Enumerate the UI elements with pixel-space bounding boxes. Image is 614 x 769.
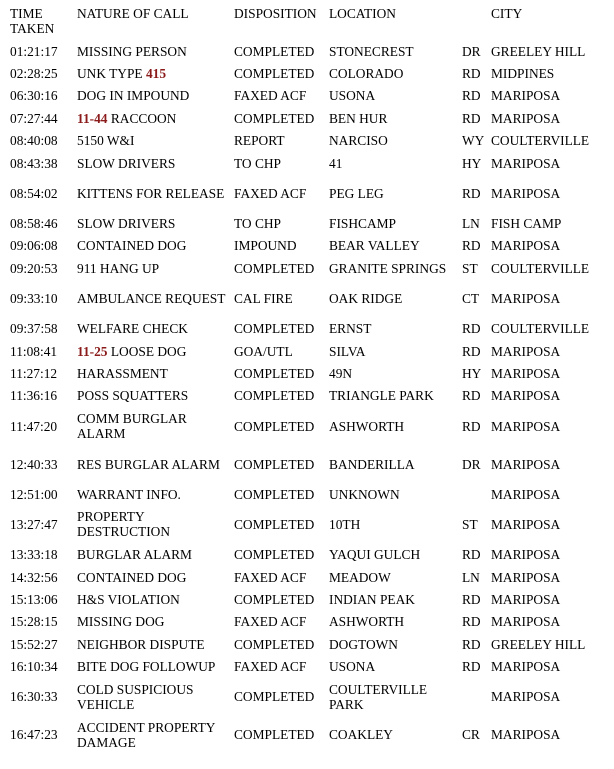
nature-text: BITE DOG FOLLOWUP	[77, 659, 216, 675]
table-row	[10, 257, 614, 279]
time-cell: 15:13:06	[10, 591, 58, 607]
city-cell: MARIPOSA	[491, 689, 561, 705]
street-suffix-cell: RD	[462, 614, 481, 630]
nature-cell	[77, 633, 234, 655]
street-suffix-cell: RD	[462, 343, 481, 359]
location-cell: YAQUI GULCH	[329, 547, 421, 563]
street-suffix-cell: RD	[462, 659, 481, 675]
street-suffix-cell: LN	[462, 569, 480, 585]
city-cell: GREELEY HILL	[491, 636, 586, 652]
nature-cell	[77, 362, 234, 384]
time-cell: 15:28:15	[10, 614, 58, 630]
street-suffix-cell: ST	[462, 260, 478, 276]
table-row	[10, 280, 614, 318]
location-cell: 49N	[329, 365, 353, 381]
street-suffix-cell: CR	[462, 727, 480, 743]
time-cell: 13:27:47	[10, 516, 58, 532]
street-suffix-cell: DR	[462, 43, 481, 59]
call-code: 11-25	[77, 343, 108, 359]
time-cell: 11:08:41	[10, 343, 58, 359]
location-cell: ASHWORTH	[329, 614, 405, 630]
location-cell: DOGTOWN	[329, 636, 398, 652]
location-cell: USONA	[329, 88, 376, 104]
street-suffix-cell: RD	[462, 547, 481, 563]
time-cell: 16:10:34	[10, 659, 58, 675]
nature-text: COMM BURGLAR ALARM	[77, 411, 187, 442]
nature-cell	[77, 543, 234, 565]
nature-text: PROPERTY DESTRUCTION	[77, 509, 170, 540]
disposition-cell: COMPLETED	[234, 418, 315, 434]
nature-cell	[77, 107, 234, 129]
location-cell: PEG LEG	[329, 185, 384, 201]
nature-text: CONTAINED DOG	[77, 238, 187, 254]
table-row	[10, 385, 614, 407]
city-cell: MARIPOSA	[491, 659, 561, 675]
street-suffix-cell	[462, 483, 491, 505]
location-cell: 10TH	[329, 516, 361, 532]
table-row	[10, 588, 614, 610]
city-cell: MARIPOSA	[491, 365, 561, 381]
table-row	[10, 40, 614, 62]
street-suffix-cell	[462, 678, 491, 716]
header-suffix	[462, 4, 491, 40]
table-row	[10, 543, 614, 565]
time-cell: 08:40:08	[10, 133, 58, 149]
location-cell: BEN HUR	[329, 110, 388, 126]
nature-text: LOOSE DOG	[110, 343, 187, 359]
nature-cell	[77, 340, 234, 362]
time-cell: 07:27:44	[10, 110, 58, 126]
city-cell: MARIPOSA	[491, 155, 561, 171]
city-cell: COULTERVILLE	[491, 321, 590, 337]
city-cell: MARIPOSA	[491, 547, 561, 563]
disposition-cell: FAXED ACF	[234, 88, 307, 104]
nature-cell	[77, 130, 234, 152]
nature-cell	[77, 280, 234, 318]
street-suffix-cell: RD	[462, 418, 481, 434]
location-cell: TRIANGLE PARK	[329, 388, 434, 404]
time-cell: 11:36:16	[10, 388, 58, 404]
city-cell: MARIPOSA	[491, 185, 561, 201]
nature-text: RES BURGLAR ALARM	[77, 456, 220, 472]
nature-text: SLOW DRIVERS	[77, 216, 176, 232]
location-cell: COAKLEY	[329, 727, 393, 743]
nature-cell	[77, 407, 234, 445]
nature-cell	[77, 212, 234, 234]
nature-text: UNK TYPE	[77, 66, 143, 82]
time-cell: 09:20:53	[10, 260, 58, 276]
location-cell: STONECREST	[329, 43, 414, 59]
city-cell: MARIPOSA	[491, 456, 561, 472]
nature-text: 5150 W&I	[77, 133, 135, 149]
disposition-cell: TO CHP	[234, 216, 282, 232]
disposition-cell: COMPLETED	[234, 321, 315, 337]
nature-cell	[77, 611, 234, 633]
city-cell: MARIPOSA	[491, 110, 561, 126]
table-row	[10, 483, 614, 505]
table-row	[10, 445, 614, 483]
city-cell: MARIPOSA	[491, 591, 561, 607]
header-city: CITY	[491, 6, 523, 21]
nature-text: KITTENS FOR RELEASE	[77, 185, 225, 201]
location-cell: INDIAN PEAK	[329, 591, 415, 607]
header-location: LOCATION	[329, 6, 396, 21]
time-cell: 12:51:00	[10, 486, 58, 502]
table-row	[10, 566, 614, 588]
disposition-cell: FAXED ACF	[234, 659, 307, 675]
street-suffix-cell: ST	[462, 516, 478, 532]
time-cell: 14:32:56	[10, 569, 58, 585]
disposition-cell: COMPLETED	[234, 591, 315, 607]
time-cell: 11:27:12	[10, 365, 58, 381]
time-cell: 16:30:33	[10, 689, 58, 705]
table-row	[10, 107, 614, 129]
nature-cell	[77, 445, 234, 483]
table-row	[10, 633, 614, 655]
city-cell: MIDPINES	[491, 66, 555, 82]
disposition-cell: CAL FIRE	[234, 291, 293, 307]
location-cell: OAK RIDGE	[329, 291, 403, 307]
city-cell: MARIPOSA	[491, 343, 561, 359]
location-cell: MEADOW	[329, 569, 391, 585]
location-cell: 41	[329, 155, 343, 171]
disposition-cell: COMPLETED	[234, 388, 315, 404]
table-row	[10, 655, 614, 677]
nature-cell	[77, 152, 234, 174]
street-suffix-cell: RD	[462, 66, 481, 82]
disposition-cell: TO CHP	[234, 155, 282, 171]
nature-text: MISSING DOG	[77, 614, 165, 630]
call-code: 11-44	[77, 110, 108, 126]
city-cell: MARIPOSA	[491, 238, 561, 254]
nature-text: CONTAINED DOG	[77, 569, 187, 585]
nature-cell	[77, 678, 234, 716]
nature-text: H&S VIOLATION	[77, 591, 180, 607]
street-suffix-cell: RD	[462, 110, 481, 126]
disposition-cell: GOA/UTL	[234, 343, 293, 359]
city-cell: MARIPOSA	[491, 388, 561, 404]
disposition-cell: COMPLETED	[234, 727, 315, 743]
street-suffix-cell: LN	[462, 216, 480, 232]
location-cell: BANDERILLA	[329, 456, 415, 472]
table-row	[10, 340, 614, 362]
time-cell: 08:54:02	[10, 185, 58, 201]
header-nature-of-call: NATURE OF CALL	[77, 6, 189, 21]
call-code: 415	[145, 66, 167, 82]
nature-text: ACCIDENT PROPERTY DAMAGE	[77, 719, 215, 750]
city-cell: MARIPOSA	[491, 418, 561, 434]
nature-cell	[77, 483, 234, 505]
table-row	[10, 611, 614, 633]
nature-cell	[77, 655, 234, 677]
nature-text: 911 HANG UP	[77, 260, 160, 276]
nature-cell	[77, 40, 234, 62]
nature-cell	[77, 257, 234, 279]
disposition-cell: COMPLETED	[234, 43, 315, 59]
disposition-cell: COMPLETED	[234, 516, 315, 532]
time-cell: 09:37:58	[10, 321, 58, 337]
nature-text: WELFARE CHECK	[77, 321, 188, 337]
header-time-taken: TIME TAKEN	[10, 6, 55, 36]
location-cell: ASHWORTH	[329, 418, 405, 434]
table-row	[10, 174, 614, 212]
nature-cell	[77, 716, 234, 754]
nature-cell	[77, 588, 234, 610]
disposition-cell: COMPLETED	[234, 110, 315, 126]
location-cell: GRANITE SPRINGS	[329, 260, 447, 276]
time-cell: 01:21:17	[10, 43, 58, 59]
disposition-cell: COMPLETED	[234, 66, 315, 82]
nature-text: RACCOON	[110, 110, 177, 126]
table-row	[10, 407, 614, 445]
table-row	[10, 152, 614, 174]
disposition-cell: COMPLETED	[234, 260, 315, 276]
disposition-cell: FAXED ACF	[234, 614, 307, 630]
time-cell: 08:58:46	[10, 216, 58, 232]
time-cell: 09:33:10	[10, 291, 58, 307]
disposition-cell: IMPOUND	[234, 238, 297, 254]
time-cell: 08:43:38	[10, 155, 58, 171]
table-row	[10, 62, 614, 84]
street-suffix-cell: HY	[462, 365, 482, 381]
city-cell: MARIPOSA	[491, 291, 561, 307]
table-row	[10, 362, 614, 384]
time-cell: 15:52:27	[10, 636, 58, 652]
city-cell: MARIPOSA	[491, 727, 561, 743]
city-cell: COULTERVILLE	[491, 260, 590, 276]
table-row	[10, 678, 614, 716]
street-suffix-cell: WY	[462, 133, 485, 149]
street-suffix-cell: RD	[462, 185, 481, 201]
time-cell: 06:30:16	[10, 88, 58, 104]
city-cell: FISH CAMP	[491, 216, 562, 232]
time-cell: 13:33:18	[10, 547, 58, 563]
table-row	[10, 130, 614, 152]
table-row	[10, 716, 614, 754]
nature-cell	[77, 505, 234, 543]
location-cell: FISHCAMP	[329, 216, 396, 232]
nature-text: COLD SUSPICIOUS VEHICLE	[77, 681, 194, 712]
nature-text: HARASSMENT	[77, 365, 168, 381]
nature-cell	[77, 85, 234, 107]
location-cell: USONA	[329, 659, 376, 675]
street-suffix-cell: RD	[462, 591, 481, 607]
table-row	[10, 235, 614, 257]
city-cell: MARIPOSA	[491, 614, 561, 630]
location-cell: COULTERVILLE PARK	[329, 681, 428, 712]
nature-text: POSS SQUATTERS	[77, 388, 189, 404]
location-cell: ERNST	[329, 321, 372, 337]
header-disposition: DISPOSITION	[234, 6, 317, 21]
city-cell: MARIPOSA	[491, 88, 561, 104]
time-cell: 12:40:33	[10, 456, 58, 472]
disposition-cell: COMPLETED	[234, 365, 315, 381]
table-row	[10, 85, 614, 107]
time-cell: 02:28:25	[10, 66, 58, 82]
location-cell: BEAR VALLEY	[329, 238, 420, 254]
table-row	[10, 318, 614, 340]
nature-text: SLOW DRIVERS	[77, 155, 176, 171]
disposition-cell: COMPLETED	[234, 636, 315, 652]
city-cell: MARIPOSA	[491, 569, 561, 585]
disposition-cell: COMPLETED	[234, 547, 315, 563]
street-suffix-cell: RD	[462, 88, 481, 104]
street-suffix-cell: RD	[462, 388, 481, 404]
location-cell: NARCISO	[329, 133, 388, 149]
disposition-cell: COMPLETED	[234, 486, 315, 502]
nature-cell	[77, 385, 234, 407]
nature-cell	[77, 62, 234, 84]
nature-text: DOG IN IMPOUND	[77, 88, 190, 104]
location-cell: COLORADO	[329, 66, 404, 82]
disposition-cell: COMPLETED	[234, 689, 315, 705]
disposition-cell: COMPLETED	[234, 456, 315, 472]
call-log-table	[10, 4, 614, 754]
time-cell: 11:47:20	[10, 418, 58, 434]
nature-text: MISSING PERSON	[77, 43, 187, 59]
disposition-cell: FAXED ACF	[234, 569, 307, 585]
street-suffix-cell: RD	[462, 238, 481, 254]
time-cell: 09:06:08	[10, 238, 58, 254]
nature-cell	[77, 174, 234, 212]
header-row	[10, 4, 614, 40]
street-suffix-cell: RD	[462, 321, 481, 337]
street-suffix-cell: RD	[462, 636, 481, 652]
location-cell: UNKNOWN	[329, 486, 400, 502]
city-cell: MARIPOSA	[491, 486, 561, 502]
nature-text: AMBULANCE REQUEST	[77, 291, 226, 307]
street-suffix-cell: DR	[462, 456, 481, 472]
nature-text: BURGLAR ALARM	[77, 547, 192, 563]
street-suffix-cell: CT	[462, 291, 480, 307]
city-cell: GREELEY HILL	[491, 43, 586, 59]
nature-cell	[77, 235, 234, 257]
street-suffix-cell: HY	[462, 155, 482, 171]
table-row	[10, 505, 614, 543]
table-row	[10, 212, 614, 234]
nature-cell	[77, 566, 234, 588]
city-cell: COULTERVILLE	[491, 133, 590, 149]
nature-cell	[77, 318, 234, 340]
disposition-cell: REPORT	[234, 133, 285, 149]
location-cell: SILVA	[329, 343, 366, 359]
time-cell: 16:47:23	[10, 727, 58, 743]
disposition-cell: FAXED ACF	[234, 185, 307, 201]
nature-text: NEIGHBOR DISPUTE	[77, 636, 205, 652]
nature-text: WARRANT INFO.	[77, 486, 181, 502]
city-cell: MARIPOSA	[491, 516, 561, 532]
